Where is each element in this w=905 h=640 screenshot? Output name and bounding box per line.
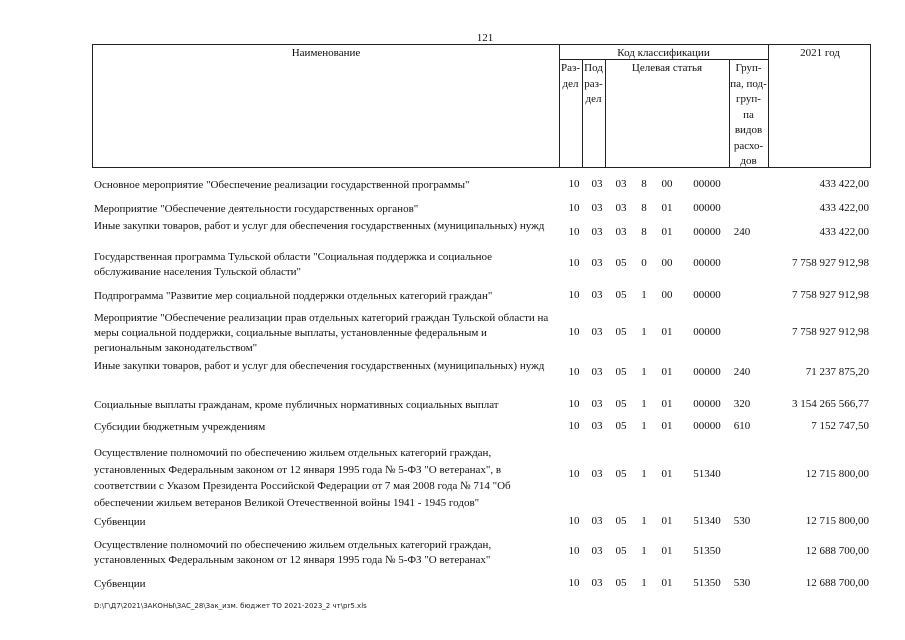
row-c1: 03 bbox=[615, 202, 627, 214]
row-c2: 1 bbox=[641, 545, 647, 557]
row-name: Социальные выплаты гражданам, кроме публичных нормативных социальных выплат bbox=[94, 399, 499, 411]
row-rz: 10 bbox=[568, 289, 580, 301]
row-amount: 7 758 927 912,98 bbox=[792, 257, 869, 269]
row-pr: 03 bbox=[591, 226, 603, 238]
row-c1: 05 bbox=[615, 545, 627, 557]
row-pr: 03 bbox=[591, 398, 603, 410]
row-pr: 03 bbox=[591, 366, 603, 378]
row-pr: 03 bbox=[591, 468, 603, 480]
row-c3: 00 bbox=[661, 257, 673, 269]
row-vr: 610 bbox=[733, 420, 751, 432]
row-c3: 01 bbox=[661, 226, 673, 238]
row-name: Субвенции bbox=[94, 578, 146, 590]
row-name: Мероприятие "Обеспечение реализации прав отдельных категорий граждан Тульской области на меры социальной поддержки, социальные выплаты, установленные федеральным и региональным законодательством" bbox=[94, 312, 549, 354]
header-razdel: Раз- дел bbox=[560, 62, 580, 90]
row-c4: 51340 bbox=[693, 468, 721, 480]
file-path-footer: D:\Г\Д7\2021\ЗАКОНЫ\ЗАС_28\Зак_изм. бюджет ТО 2021-2023_2 чт\pr5.xls bbox=[94, 602, 367, 610]
row-rz: 10 bbox=[568, 366, 580, 378]
row-c1: 05 bbox=[615, 468, 627, 480]
row-amount: 7 758 927 912,98 bbox=[792, 326, 869, 338]
row-amount: 433 422,00 bbox=[819, 178, 869, 190]
row-c1: 03 bbox=[615, 178, 627, 190]
row-c2: 1 bbox=[641, 468, 647, 480]
row-c3: 01 bbox=[661, 398, 673, 410]
header-year: 2021 год bbox=[800, 47, 840, 59]
row-c2: 1 bbox=[641, 577, 647, 589]
row-c4: 00000 bbox=[693, 202, 721, 214]
row-name: Основное мероприятие "Обеспечение реализации государственной программы" bbox=[94, 179, 470, 191]
row-rz: 10 bbox=[568, 398, 580, 410]
row-rz: 10 bbox=[568, 515, 580, 527]
row-c1: 05 bbox=[615, 515, 627, 527]
row-name: Субвенции bbox=[94, 516, 146, 528]
row-amount: 433 422,00 bbox=[819, 226, 869, 238]
row-rz: 10 bbox=[568, 178, 580, 190]
row-pr: 03 bbox=[591, 257, 603, 269]
row-name: Осуществление полномочий по обеспечению жильем отдельных категорий граждан, установленных Федеральным законом от 12 января 1995 года № 5-ФЗ "О ветеранах" bbox=[94, 539, 492, 566]
header-group: Груп- па, под- груп- па видов расхо- дов bbox=[730, 62, 767, 167]
row-c1: 05 bbox=[615, 577, 627, 589]
row-c2: 1 bbox=[641, 366, 647, 378]
row-name: Иные закупки товаров, работ и услуг для обеспечения государственных (муниципальных) нужд bbox=[94, 220, 545, 232]
header-code-group: Код классификации bbox=[617, 47, 710, 59]
row-c3: 01 bbox=[661, 202, 673, 214]
row-c3: 01 bbox=[661, 366, 673, 378]
row-c1: 05 bbox=[615, 326, 627, 338]
row-c4: 51350 bbox=[693, 577, 721, 589]
row-rz: 10 bbox=[568, 545, 580, 557]
row-pr: 03 bbox=[591, 420, 603, 432]
row-c1: 05 bbox=[615, 420, 627, 432]
header-podrazdel: Под раз- дел bbox=[584, 62, 603, 105]
row-rz: 10 bbox=[568, 202, 580, 214]
row-c2: 8 bbox=[641, 178, 647, 190]
row-rz: 10 bbox=[568, 226, 580, 238]
row-c4: 00000 bbox=[693, 326, 721, 338]
row-amount: 7 152 747,50 bbox=[811, 420, 869, 432]
row-name: Государственная программа Тульской области "Социальная поддержка и социальное обслуживание населения Тульской области" bbox=[94, 251, 493, 278]
row-vr: 320 bbox=[733, 398, 751, 410]
row-c4: 00000 bbox=[693, 366, 721, 378]
row-pr: 03 bbox=[591, 289, 603, 301]
row-c3: 00 bbox=[661, 178, 673, 190]
row-rz: 10 bbox=[568, 468, 580, 480]
row-c4: 51350 bbox=[693, 545, 721, 557]
row-c1: 05 bbox=[615, 289, 627, 301]
row-c3: 01 bbox=[661, 420, 673, 432]
row-c3: 01 bbox=[661, 326, 673, 338]
row-c1: 05 bbox=[615, 257, 627, 269]
header-target: Целевая статья bbox=[631, 62, 703, 74]
row-c2: 0 bbox=[641, 257, 647, 269]
row-rz: 10 bbox=[568, 577, 580, 589]
row-c3: 01 bbox=[661, 545, 673, 557]
row-c1: 05 bbox=[615, 366, 627, 378]
row-c3: 01 bbox=[661, 577, 673, 589]
row-pr: 03 bbox=[591, 545, 603, 557]
row-c2: 1 bbox=[641, 326, 647, 338]
row-pr: 03 bbox=[591, 178, 603, 190]
row-name: Субсидии бюджетным учреждениям bbox=[94, 421, 266, 433]
row-c2: 1 bbox=[641, 398, 647, 410]
row-vr: 530 bbox=[733, 515, 751, 527]
row-rz: 10 bbox=[568, 257, 580, 269]
row-c4: 00000 bbox=[693, 420, 721, 432]
row-c2: 8 bbox=[641, 226, 647, 238]
row-amount: 12 688 700,00 bbox=[805, 577, 869, 589]
row-name: Подпрограмма "Развитие мер социальной поддержки отдельных категорий граждан" bbox=[94, 290, 493, 302]
row-amount: 12 688 700,00 bbox=[805, 545, 869, 557]
row-pr: 03 bbox=[591, 577, 603, 589]
row-amount: 7 758 927 912,98 bbox=[792, 289, 869, 301]
row-pr: 03 bbox=[591, 515, 603, 527]
row-c1: 05 bbox=[615, 398, 627, 410]
row-amount: 12 715 800,00 bbox=[805, 515, 869, 527]
row-vr: 240 bbox=[733, 366, 751, 378]
header-name: Наименование bbox=[291, 47, 361, 59]
row-c4: 00000 bbox=[693, 226, 721, 238]
row-rz: 10 bbox=[568, 326, 580, 338]
row-c4: 00000 bbox=[693, 257, 721, 269]
row-c4: 00000 bbox=[693, 398, 721, 410]
row-rz: 10 bbox=[568, 420, 580, 432]
row-c2: 1 bbox=[641, 420, 647, 432]
row-amount: 71 237 875,20 bbox=[805, 366, 869, 378]
row-c4: 51340 bbox=[693, 515, 721, 527]
row-c4: 00000 bbox=[693, 178, 721, 190]
page-number: 121 bbox=[476, 32, 494, 44]
row-c4: 00000 bbox=[693, 289, 721, 301]
row-pr: 03 bbox=[591, 202, 603, 214]
row-name: Осуществление полномочий по обеспечению жильем отдельных категорий граждан, установленных Федеральным законом от 12 января 1995 года № 5-ФЗ "О ветеранах", в соответствии с Указом Президента Российской Федерации от 7 мая 2008 года № 714 "Об обеспечении жильем ветеранов Великой Отечественной войны 1941 - 1945 годов" bbox=[94, 447, 511, 509]
row-pr: 03 bbox=[591, 326, 603, 338]
row-c2: 1 bbox=[641, 289, 647, 301]
row-amount: 433 422,00 bbox=[819, 202, 869, 214]
row-vr: 530 bbox=[733, 577, 751, 589]
row-c3: 01 bbox=[661, 515, 673, 527]
row-amount: 3 154 265 566,77 bbox=[792, 398, 869, 410]
row-vr: 240 bbox=[733, 226, 751, 238]
row-c2: 8 bbox=[641, 202, 647, 214]
row-c3: 01 bbox=[661, 468, 673, 480]
row-name: Иные закупки товаров, работ и услуг для обеспечения государственных (муниципальных) нужд bbox=[94, 360, 545, 372]
row-c1: 03 bbox=[615, 226, 627, 238]
row-c2: 1 bbox=[641, 515, 647, 527]
row-amount: 12 715 800,00 bbox=[805, 468, 869, 480]
row-c3: 00 bbox=[661, 289, 673, 301]
row-name: Мероприятие "Обеспечение деятельности государственных органов" bbox=[94, 203, 419, 215]
